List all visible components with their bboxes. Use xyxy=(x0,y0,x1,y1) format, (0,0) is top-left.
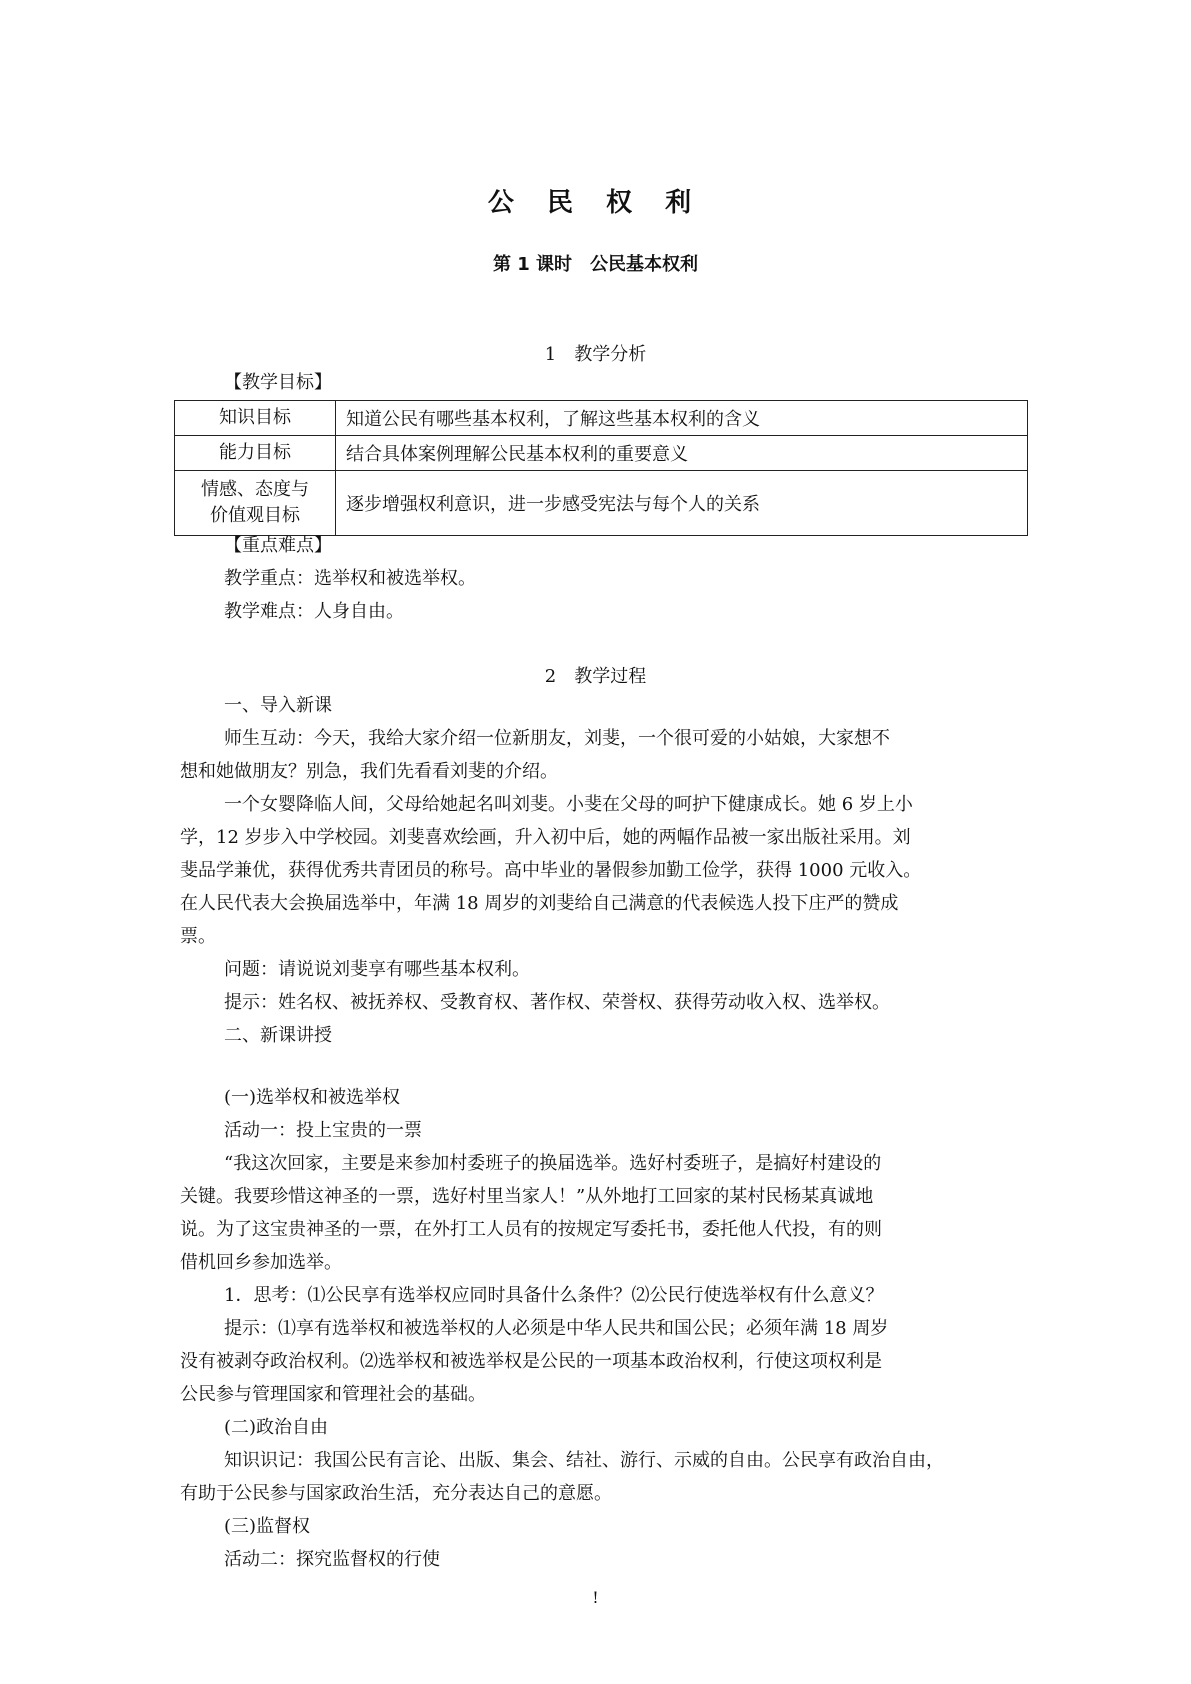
paragraph-line: 想和她做朋友？别急，我们先看看刘斐的介绍。 xyxy=(180,761,558,782)
paragraph-line: “我这次回家，主要是来参加村委班子的换届选举。选好村委班子，是搞好村建设的 xyxy=(224,1153,882,1174)
paragraph-line: 学，12 岁步入中学校园。刘斐喜欢绘画，升入初中后，她的两幅作品被一家出版社采用。刘 xyxy=(180,827,911,848)
paragraph-line: 知识识记：我国公民有言论、出版、集会、结社、游行、示威的自由。公民享有政治自由， xyxy=(224,1450,944,1471)
subsection-title-election: (一)选举权和被选举权 xyxy=(224,1087,401,1108)
paragraph-line: 没有被剥夺政治权利。⑵选举权和被选举权是公民的一项基本政治权利，行使这项权利是 xyxy=(180,1351,882,1372)
part2-title: 二、新课讲授 xyxy=(224,1025,332,1046)
page-footer-mark: ! xyxy=(592,1588,599,1607)
paragraph-line: 提示：⑴享有选举权和被选举权的人必须是中华人民共和国公民；必须年满 18 周岁 xyxy=(224,1318,889,1339)
goal-label-values xyxy=(175,471,336,536)
paragraph-line: 借机回乡参加选举。 xyxy=(180,1252,342,1273)
lesson-subtitle: 第 1 课时 公民基本权利 xyxy=(492,254,699,275)
paragraph-line: 斐品学兼优，获得优秀共青团员的称号。高中毕业的暑假参加勤工俭学，获得 1000 元收入。 xyxy=(180,860,922,881)
subsection-title-supervision: (三)监督权 xyxy=(224,1516,311,1537)
goal-label-knowledge: 知识目标 xyxy=(175,401,336,436)
subsection-title-political-freedom: (二)政治自由 xyxy=(224,1417,329,1438)
question-line: 问题：请说说刘斐享有哪些基本权利。 xyxy=(224,959,530,980)
paragraph-line: 一个女婴降临人间，父母给她起名叫刘斐。小斐在父母的呵护下健康成长。她 6 岁上小 xyxy=(224,794,913,815)
activity2-title: 活动二：探究监督权的行使 xyxy=(224,1549,440,1570)
section-heading-process: 2 教学过程 xyxy=(544,666,647,687)
table-row xyxy=(175,436,1028,471)
activity1-title: 活动一：投上宝贵的一票 xyxy=(224,1120,422,1141)
paragraph-line: 公民参与管理国家和管理社会的基础。 xyxy=(180,1384,486,1405)
paragraph-line: 关键。我要珍惜这神圣的一票，选好村里当家人！”从外地打工回家的某村民杨某真诚地 xyxy=(180,1186,874,1207)
goals-label: 【教学目标】 xyxy=(224,372,332,393)
paragraph-line: 有助于公民参与国家政治生活，充分表达自己的意愿。 xyxy=(180,1483,612,1504)
goal-label-values-line2: 价值观目标 xyxy=(210,505,300,526)
goal-content-knowledge: 知道公民有哪些基本权利，了解这些基本权利的含义 xyxy=(336,401,1028,436)
teaching-goals-table xyxy=(174,400,1028,536)
hint-line: 提示：姓名权、被抚养权、受教育权、著作权、荣誉权、获得劳动收入权、选举权。 xyxy=(224,992,890,1013)
part1-title: 一、导入新课 xyxy=(224,695,332,716)
section-heading-analysis: 1 教学分析 xyxy=(544,344,647,365)
difficult-point: 教学难点：人身自由。 xyxy=(224,601,404,622)
keypoints-label: 【重点难点】 xyxy=(224,535,332,556)
think-question: 1．思考：⑴公民享有选举权应同时具备什么条件？⑵公民行使选举权有什么意义？ xyxy=(224,1285,884,1306)
document-title: 公 民 权 利 xyxy=(487,188,704,218)
key-point: 教学重点：选举权和被选举权。 xyxy=(224,568,476,589)
goal-content-values: 逐步增强权利意识，进一步感受宪法与每个人的关系 xyxy=(336,471,1028,536)
goal-label-ability: 能力目标 xyxy=(175,436,336,471)
table-row xyxy=(175,401,1028,436)
paragraph-line: 在人民代表大会换届选举中，年满 18 周岁的刘斐给自己满意的代表候选人投下庄严的赞成 xyxy=(180,893,899,914)
paragraph-line: 说。为了这宝贵神圣的一票，在外打工人员有的按规定写委托书，委托他人代投，有的则 xyxy=(180,1219,882,1240)
goal-content-ability: 结合具体案例理解公民基本权利的重要意义 xyxy=(336,436,1028,471)
goal-label-values-line1: 情感、态度与 xyxy=(201,479,309,500)
paragraph-line: 票。 xyxy=(180,926,216,947)
paragraph-line: 师生互动：今天，我给大家介绍一位新朋友，刘斐，一个很可爱的小姑娘，大家想不 xyxy=(224,728,890,749)
table-row xyxy=(175,471,1028,536)
